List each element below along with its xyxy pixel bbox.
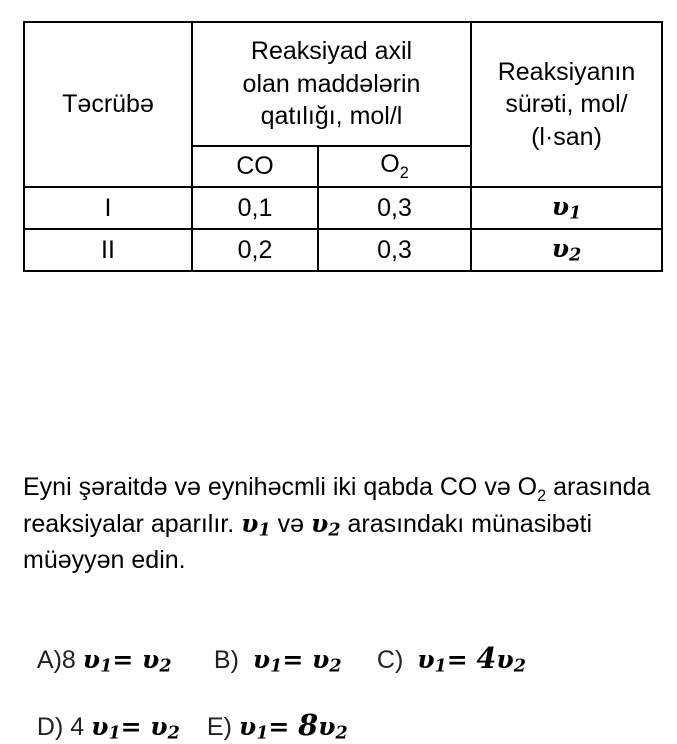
- v1-symbol: υ1: [241, 509, 271, 541]
- question-text: Eyni şəraitdə və eynihəcmli iki qabda CO və $O_2$ arasında reaksiyalar aparılır. υ1 və υ2 arasındakı münasibəti müəyyən edin.: [23, 473, 651, 575]
- cell-o2: 0,3: [318, 187, 471, 229]
- cell-co: 0,1: [192, 187, 318, 229]
- option-e[interactable]: E) υ1= 8υ2: [206, 708, 348, 744]
- cell-co: 0,2: [192, 229, 318, 271]
- cell-rate: υ2: [471, 229, 662, 271]
- v2-symbol: υ2: [310, 509, 341, 541]
- header-concentration-line: olan maddələrin: [242, 69, 421, 98]
- cell-experiment: I: [24, 187, 192, 229]
- reaction-table: [23, 21, 663, 272]
- header-rate-line: Reaksiyanın: [497, 57, 636, 86]
- option-c[interactable]: C) υ1= 4υ2: [376, 641, 526, 677]
- table-row: [24, 229, 662, 271]
- table-row: [24, 187, 662, 229]
- option-d[interactable]: D) 4 υ1= υ2: [36, 712, 180, 744]
- option-b[interactable]: B) υ1= υ2: [213, 645, 342, 677]
- options-row-2: [23, 679, 348, 744]
- header-concentration-line: Reaksiyad axil: [250, 37, 413, 66]
- header-rate: [471, 22, 662, 187]
- header-concentration: [192, 22, 471, 146]
- header-concentration-line: qatılığı, mol/l: [260, 102, 403, 131]
- col-co: CO: [192, 146, 318, 187]
- col-o2: $O_2$: [318, 146, 471, 187]
- option-a[interactable]: A)8 υ1= υ2: [36, 645, 172, 677]
- options-row-1: [23, 612, 526, 677]
- header-experiment: Təcrübə: [24, 22, 192, 187]
- cell-rate: υ1: [471, 187, 662, 229]
- cell-o2: 0,3: [318, 229, 471, 271]
- header-rate-line: (l·san): [531, 122, 602, 151]
- header-rate-line: sürəti, mol/: [505, 90, 628, 119]
- cell-experiment: II: [24, 229, 192, 271]
